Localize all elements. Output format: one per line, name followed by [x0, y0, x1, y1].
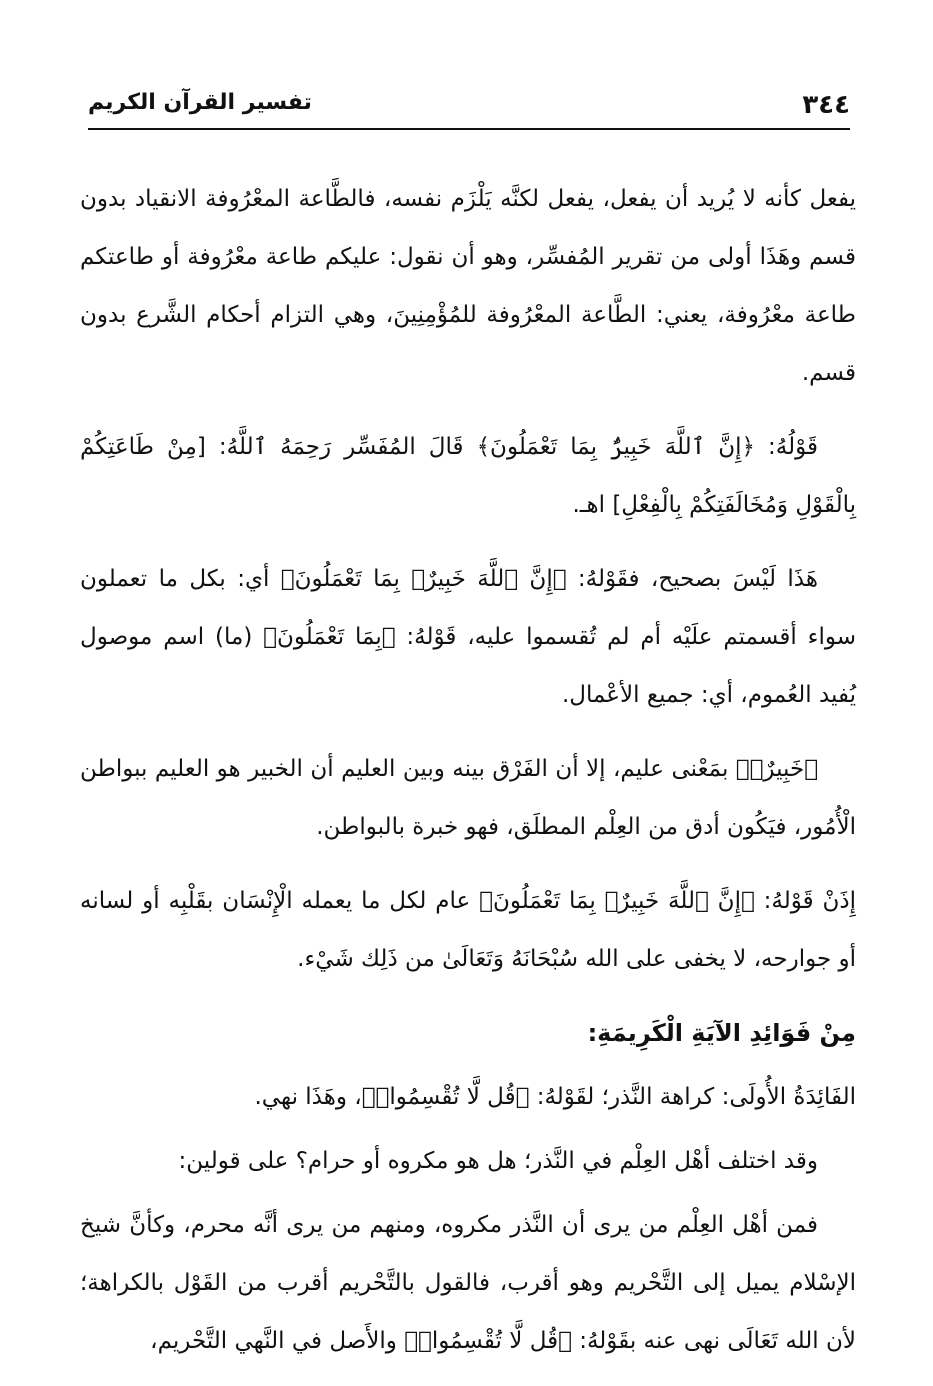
page-header — [88, 84, 850, 130]
page-number: ٣٤٤ — [802, 90, 850, 120]
final-paragraph: فمن أهْل العِلْم من يرى أن النَّذر مكروه، ومنهم من يرى أنَّه محرم، وكأنَّ شيخ الإسْلام يميل إلى التَّحْريم وهو أقرب، فالقول بالتَّحْريم أقرب من القَوْل بالكراهة؛ لأن الله تَعَالَى نهى عنه بقَوْلهُ: ﴿قُل لَّا تُقْسِمُوا۟﴾ والأَصل في النَّهي التَّحْريم، — [80, 1212, 856, 1354]
paragraph-5: إِذَنْ قَوْلهُ: ﴿إِنَّ ٱللَّهَ خَبِيرٌۢ بِمَا تَعْمَلُونَ﴾ عام لكل ما يعمله الْإِنْسَان بقَلْبِه أو لسانه أو جوارحه، لا يخفى على الله سُبْحَانَهُ وَتَعَالَىٰ من ذَلِك شَيْء. — [80, 888, 856, 972]
page-body — [80, 170, 856, 1386]
paragraph-3: هَذَا لَيْسَ بصحيح، فقَوْلهُ: ﴿إِنَّ ٱللَّهَ خَبِيرٌۢ بِمَا تَعْمَلُونَ﴾ أي: بكل ما تعملون سواء أقسمتم علَيْه أم لم تُقسموا عليه، قَوْلهُ: ﴿بِمَا تَعْمَلُونَ﴾ (ما) اسم موصول يُفيد العُموم، أي: جميع الأعْمال. — [80, 566, 856, 708]
header-rule — [88, 128, 850, 130]
benefit-1: الفَائِدَةُ الأُولَى: كراهة النَّذر؛ لقَوْلهُ: ﴿قُل لَّا تُقْسِمُوا۟﴾، وهَذَا نهي. — [254, 1084, 856, 1110]
disagreement-paragraph: وقد اختلف أهْل العِلْم في النَّذر؛ هل هو مكروه أو حرام؟ على قولين: — [178, 1148, 818, 1174]
paragraph-1: يفعل كأنه لا يُريد أن يفعل، يفعل لكنَّه يَلْزَم نفسه، فالطَّاعة المعْرُوفة الانقياد بدون قسم وهَذَا أولى من تقرير المُفسِّر، وهو أن نقول: عليكم طاعة معْرُوفة أو طاعتكم طاعة معْرُوفة، يعني: الطَّاعة المعْرُوفة للمُؤْمِنِينَ، وهي التزام أحكام الشَّرع بدون قسم. — [80, 186, 856, 386]
paragraph-2: قَوْلُهُ: ﴿إِنَّ ٱللَّهَ خَبِيرٌۢ بِمَا تَعْمَلُونَ﴾ قَالَ المُفَسِّر رَحِمَهُ ٱللَّهُ: [مِنْ طَاعَتِكُمْ بِالْقَوْلِ وَمُخَالَفَتِكُمْ بِالْفِعْلِ] اهـ. — [80, 434, 856, 518]
running-title: تفسير القرآن الكريم — [88, 90, 312, 115]
section-heading: مِنْ فَوَائِدِ الآيَةِ الْكَرِيمَةِ: — [587, 1019, 856, 1047]
paragraph-4: ﴿خَبِيرٌۢ﴾ بمَعْنى عليم، إلا أن الفَرْق بينه وبين العليم أن الخبير هو العليم ببواطن الْأُمُور، فيَكُون أدق من العِلْم المطلَق، فهو خبرة بالبواطن. — [80, 756, 856, 840]
